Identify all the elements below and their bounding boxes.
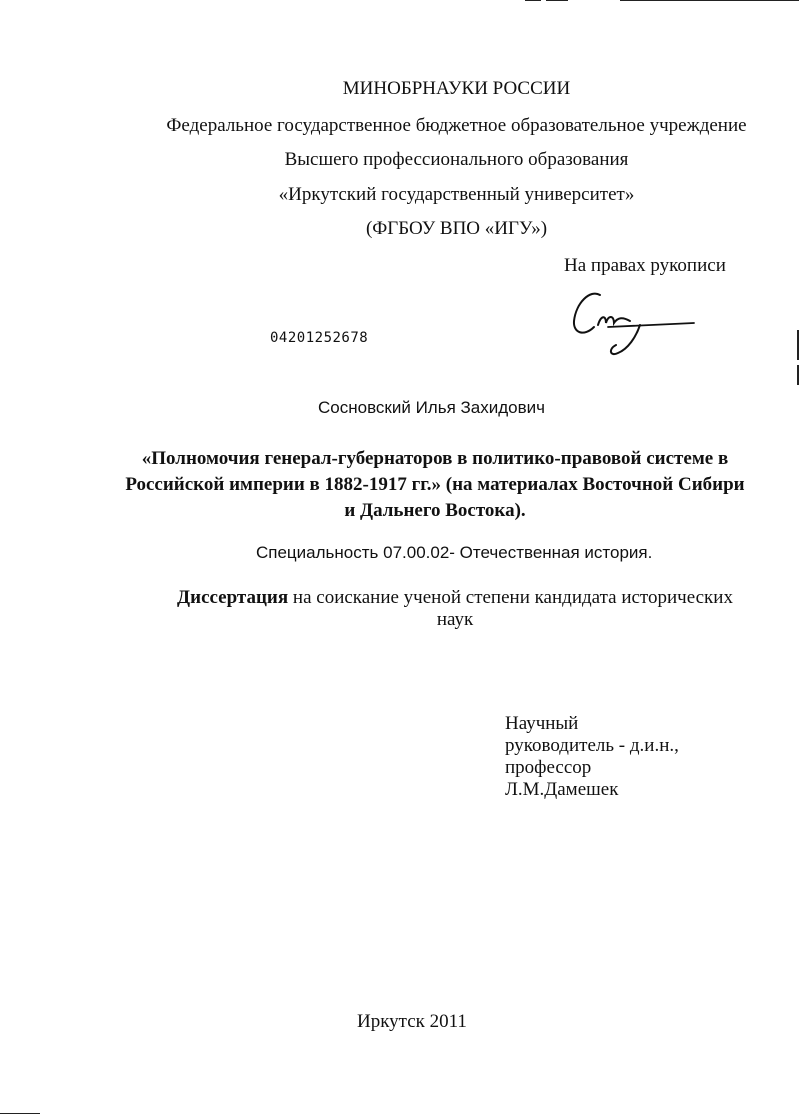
supervisor-line-4: Л.М.Дамешек — [505, 779, 619, 800]
institution-line-2: Высшего профессионального образования — [284, 149, 629, 170]
title-line-1: «Полномочия генерал-губернаторов в политико-правовой системе в — [141, 448, 729, 469]
supervisor-line-1: Научный — [505, 713, 579, 734]
title-line-2: Российской империи в 1882-1917 гг.» (на материалах Восточной Сибири — [125, 474, 745, 495]
dissertation-title — [120, 446, 750, 524]
supervisor-line-3: профессор — [505, 757, 592, 778]
specialty: Специальность 07.00.02- Отечественная история. — [256, 543, 653, 562]
dissertation-bold-word: Диссертация — [177, 587, 289, 608]
title-line-3: и Дальнего Востока). — [344, 500, 526, 521]
city-year: Иркутск 2011 — [357, 1011, 467, 1032]
ministry-heading: МИНОБРНАУКИ РОССИИ — [342, 78, 571, 99]
institution-line-1: Федеральное государственное бюджетное образовательное учреждение — [166, 115, 747, 136]
rights-note: На правах рукописи — [564, 255, 726, 276]
scan-edge-top-1 — [525, 0, 541, 1]
supervisor-line-2: руководитель - д.и.н., — [505, 735, 679, 756]
dissertation-rest: на соискание ученой степени кандидата исторических — [288, 587, 733, 608]
scan-edge-top-3 — [620, 0, 799, 1]
dissertation-line-1 — [130, 587, 780, 609]
scan-edge-top-2 — [546, 0, 568, 1]
handwritten-signature — [568, 287, 698, 362]
scan-edge-bottom — [0, 1113, 40, 1114]
author-name: Сосновский Илья Захидович — [318, 398, 545, 417]
catalog-number: 04201252678 — [270, 330, 369, 346]
institution-line-3: «Иркутский государственный университет» — [278, 184, 635, 205]
institution-abbreviation: (ФГБОУ ВПО «ИГУ») — [365, 218, 548, 239]
dissertation-line-2: наук — [436, 609, 474, 630]
supervisor-block — [505, 713, 679, 801]
dissertation-statement — [130, 587, 780, 631]
